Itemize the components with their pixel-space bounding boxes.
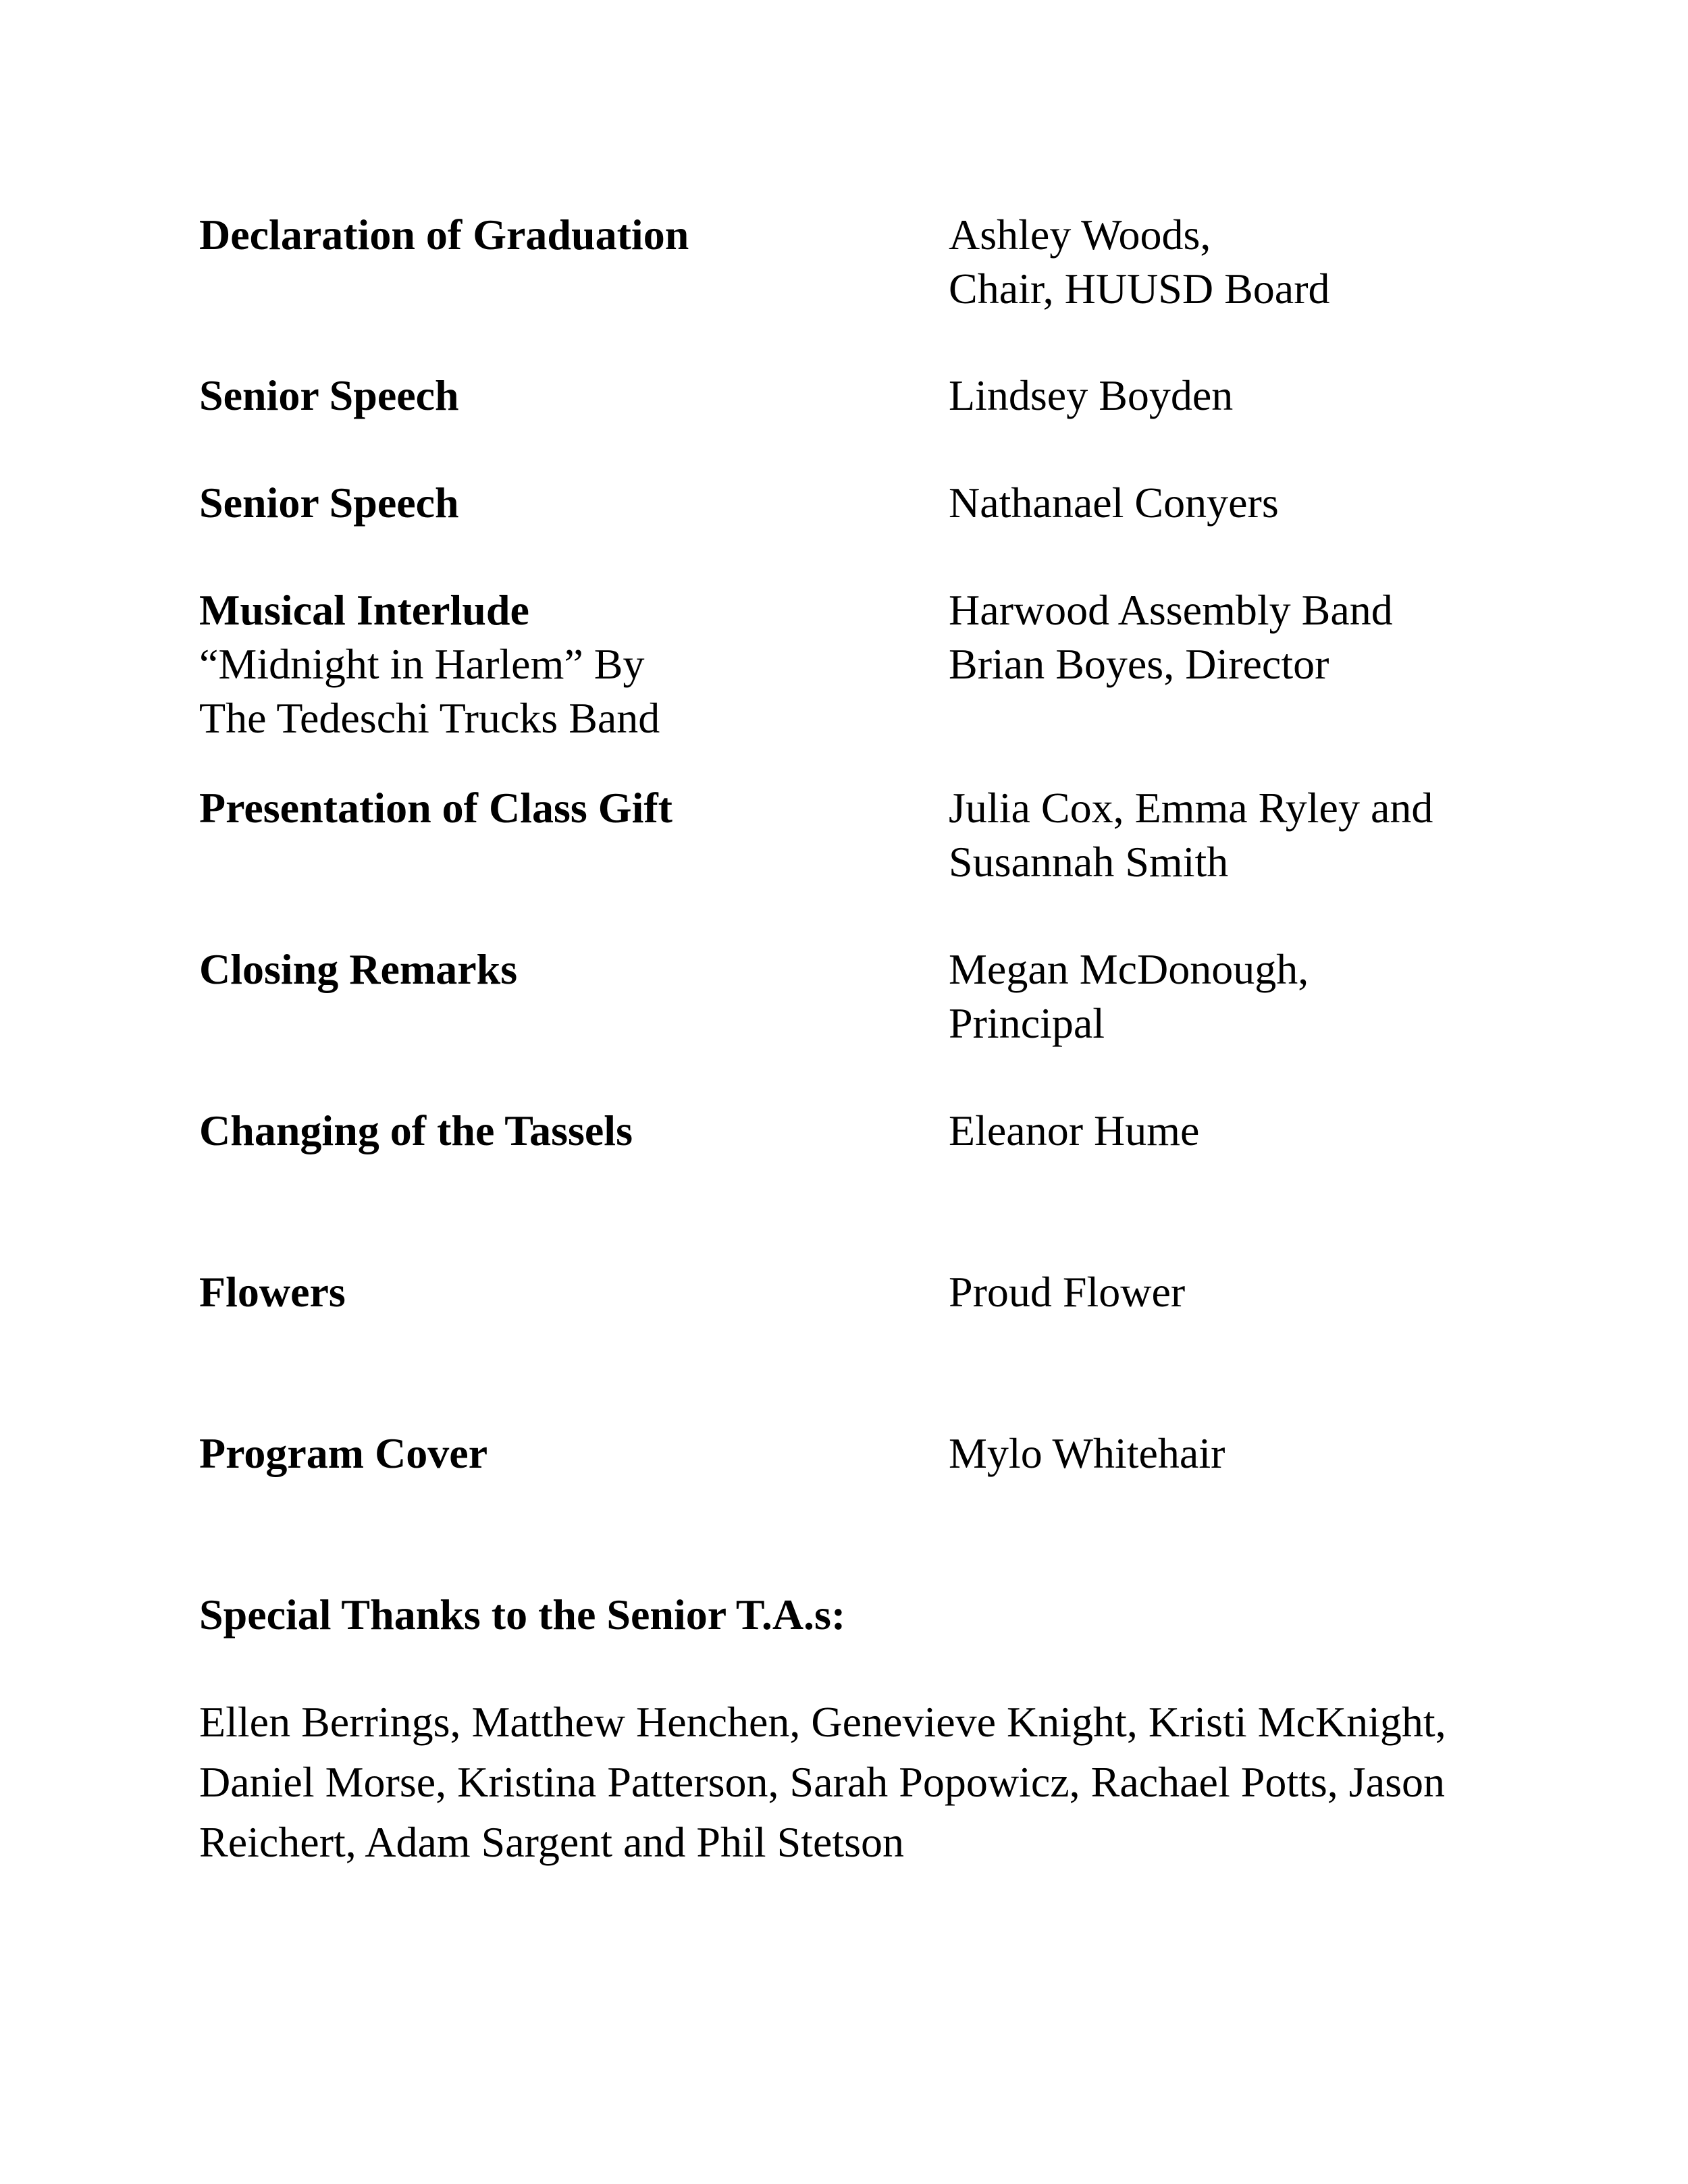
person-line: Mylo Whitehair (949, 1429, 1225, 1477)
program-role (199, 1104, 908, 1158)
role-subtitle: “Midnight in Harlem” By (199, 640, 645, 688)
role-title: Flowers (199, 1268, 346, 1316)
person-line: Lindsey Boyden (949, 371, 1234, 419)
program-person (949, 476, 1624, 530)
role-title: Closing Remarks (199, 945, 518, 993)
person-line: Megan McDonough, (949, 945, 1309, 993)
program-role (199, 781, 908, 835)
person-line: Harwood Assembly Band (949, 586, 1393, 634)
program-person (949, 1427, 1624, 1481)
special-thanks-heading: Special Thanks to the Senior T.A.s: (199, 1591, 846, 1639)
role-title: Senior Speech (199, 479, 459, 527)
person-line: Eleanor Hume (949, 1107, 1200, 1154)
person-line: Brian Boyes, Director (949, 640, 1329, 688)
program-person (949, 208, 1624, 316)
person-line: Chair, HUUSD Board (949, 265, 1330, 313)
program-person (949, 942, 1624, 1050)
role-subtitle: The Tedeschi Trucks Band (199, 694, 660, 742)
program-role (199, 1427, 908, 1481)
person-line: Nathanael Conyers (949, 479, 1279, 527)
person-line: Julia Cox, Emma Ryley and (949, 784, 1433, 832)
person-line: Proud Flower (949, 1268, 1186, 1316)
role-title: Musical Interlude (199, 586, 529, 634)
program-role (199, 476, 908, 530)
program-person (949, 1265, 1624, 1319)
person-line: Susannah Smith (949, 838, 1229, 886)
program-person (949, 583, 1624, 691)
program-person (949, 781, 1624, 889)
thanks-line: Ellen Berrings, Matthew Henchen, Genevieve Knight, Kristi McKnight, (199, 1698, 1446, 1746)
program-role (199, 369, 908, 423)
person-line: Ashley Woods, (949, 211, 1211, 259)
program-role (199, 583, 908, 745)
program-person (949, 1104, 1624, 1158)
role-title: Program Cover (199, 1429, 488, 1477)
thanks-line: Reichert, Adam Sargent and Phil Stetson (199, 1818, 905, 1866)
program-role (199, 208, 908, 262)
role-title: Changing of the Tassels (199, 1107, 633, 1154)
role-title: Senior Speech (199, 371, 459, 419)
program-person (949, 369, 1624, 423)
program-role (199, 1265, 908, 1319)
thanks-line: Daniel Morse, Kristina Patterson, Sarah Popowicz, Rachael Potts, Jason (199, 1758, 1445, 1806)
special-thanks-list (199, 1692, 1516, 1872)
role-title: Declaration of Graduation (199, 211, 689, 259)
role-title: Presentation of Class Gift (199, 784, 672, 832)
program-role (199, 942, 908, 996)
person-line: Principal (949, 999, 1105, 1047)
